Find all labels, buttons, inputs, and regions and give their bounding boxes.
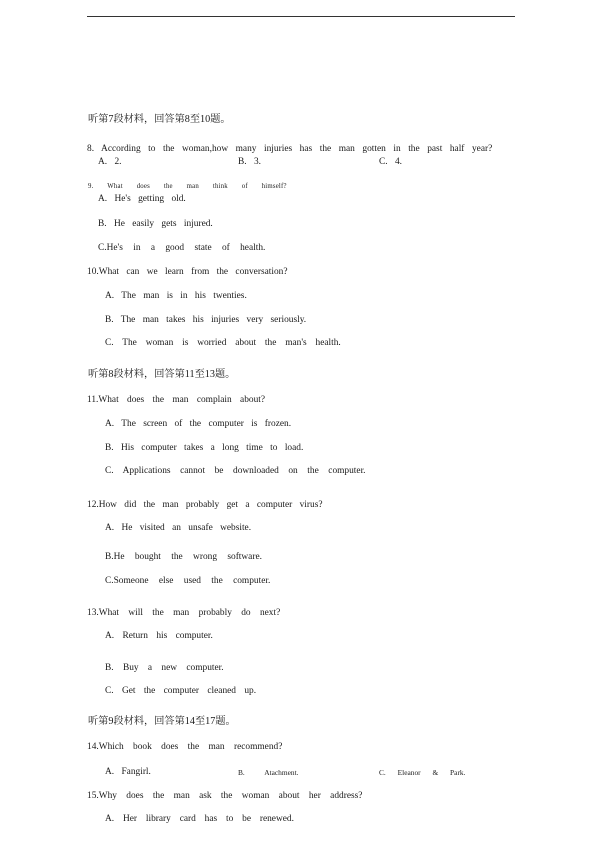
question-11-stem: 11.What does the man complain about? (87, 395, 266, 405)
question-9-option-b: B. He easily gets injured. (98, 219, 213, 229)
question-13-option-b: B. Buy a new computer. (105, 663, 224, 673)
question-9-option-a: A. He's getting old. (98, 194, 186, 204)
question-11-option-c: C. Applications cannot be downloaded on the computer. (105, 466, 366, 476)
question-10-stem: 10.What can we learn from the conversation? (87, 267, 288, 277)
question-8-stem (87, 143, 508, 155)
question-14-option-a: A. Fangirl. (105, 767, 151, 777)
question-14-option-c: C. Eleanor & Park. (379, 768, 466, 777)
question-11-option-a: A. The screen of the computer is frozen. (105, 419, 292, 429)
question-8-option-a: A. 2. (98, 157, 122, 167)
question-15-stem: 15.Why does the man ask the woman about her address? (87, 791, 363, 801)
question-12-option-b: B.He bought the wrong software. (105, 552, 262, 562)
question-10-option-a: A. The man is in his twenties. (105, 291, 247, 301)
question-12-option-a: A. He visited an unsafe website. (105, 523, 252, 533)
question-12-stem: 12.How did the man probably get a computer virus? (87, 500, 323, 510)
header-rule (87, 16, 515, 17)
question-14-option-b: B. Atachment. (238, 768, 299, 777)
question-8-option-b: B. 3. (238, 157, 261, 167)
question-15-option-a: A. Her library card has to be renewed. (105, 814, 294, 824)
question-13-option-c: C. Get the computer cleaned up. (105, 686, 257, 696)
question-14-stem: 14.Which book does the man recommend? (87, 742, 283, 752)
question-9-option-c: C.He's in a good state of health. (98, 243, 266, 253)
question-9-stem: 9. What does the man think of himself? (88, 183, 287, 190)
question-10-option-b: B. The man takes his injuries very seriously. (105, 315, 307, 325)
question-8-option-c: C. 4. (379, 157, 402, 167)
question-13-stem: 13.What will the man probably do next? (87, 608, 281, 618)
section-heading-9: 听第9段材料，回答第14至17题。 (88, 716, 236, 727)
question-12-option-c: C.Someone else used the computer. (105, 576, 271, 586)
section-heading-8: 听第8段材料，回答第11至13题。 (88, 369, 236, 380)
question-13-option-a: A. Return his computer. (105, 631, 213, 641)
section-heading-7: 听第7段材料，回答第8至10题。 (88, 114, 231, 125)
question-11-option-b: B. His computer takes a long time to load. (105, 443, 304, 453)
question-8-text: 8. According to the woman,how many injuries has the man gotten in the past half year? (87, 144, 493, 154)
question-10-option-c: C. The woman is worried about the man's health. (105, 338, 341, 348)
